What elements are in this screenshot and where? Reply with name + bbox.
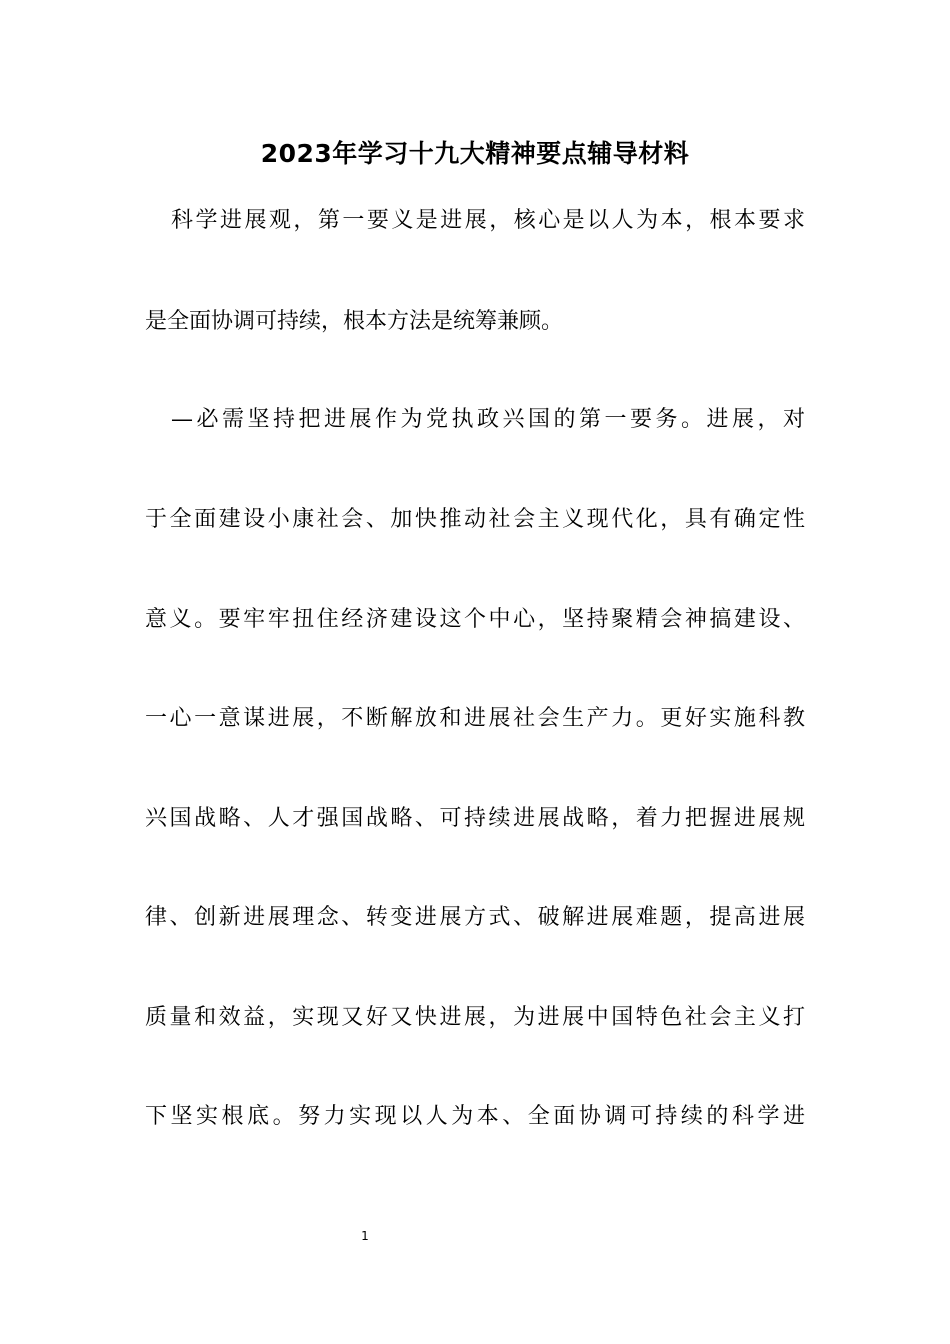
document-title: 2023年学习十九大精神要点辅导材料 <box>260 139 690 168</box>
paragraph-line: 下坚实根底。努力实现以人为本、全面协调可持续的科学进 <box>145 1104 805 1129</box>
paragraph-line: 律、创新进展理念、转变进展方式、破解进展难题，提高进展 <box>145 905 805 930</box>
paragraph-line: 意义。要牢牢扭住经济建设这个中心，坚持聚精会神搞建设、 <box>145 607 805 632</box>
paragraph-line: 是全面协调可持续，根本方法是统筹兼顾。 <box>145 309 564 334</box>
paragraph-line: 于全面建设小康社会、加快推动社会主义现代化，具有确定性 <box>145 507 805 532</box>
paragraph-line: 一心一意谋进展，不断解放和进展社会生产力。更好实施科教 <box>145 706 805 731</box>
page-number: 1 <box>361 1229 369 1243</box>
paragraph-line: 兴国战略、人才强国战略、可持续进展战略，着力把握进展规 <box>145 806 805 831</box>
paragraph-line: 科学进展观，第一要义是进展，核心是以人为本，根本要求 <box>171 208 805 233</box>
paragraph-line: 质量和效益，实现又好又快进展，为进展中国特色社会主义打 <box>145 1005 805 1030</box>
paragraph-line: —必需坚持把进展作为党执政兴国的第一要务。进展，对 <box>171 407 805 432</box>
